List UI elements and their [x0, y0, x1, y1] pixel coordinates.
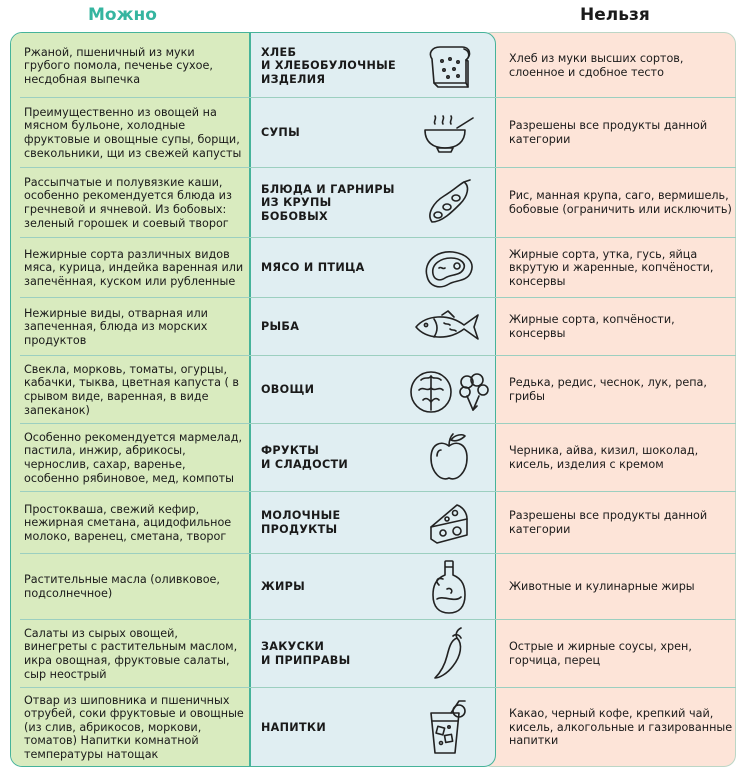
- allowed-foods-text: Рассыпчатые и полувязкие каши, особенно рекомендуется блюда из гречневой и ячневой. Из бобовых: зеленый горошек и соевый творог: [24, 175, 232, 230]
- allowed-foods-text: Простокваша, свежий кефир, нежирная сметана, ацидофильное молоко, варенец, сметана, творог: [24, 502, 232, 543]
- category-label: РЫБА: [261, 320, 300, 334]
- table-row: [10, 424, 736, 492]
- category-label: ЖИРЫ: [261, 580, 306, 594]
- steak-icon: [404, 238, 494, 298]
- header-cannot: Нельзя: [580, 5, 650, 25]
- table-row: [10, 168, 736, 238]
- category-label: ХЛЕБ И ХЛЕБОБУЛОЧНЫЕ ИЗДЕЛИЯ: [261, 45, 396, 86]
- allowed-foods-text: Растительные масла (оливковое, подсолнечное): [24, 573, 220, 600]
- table-row: [10, 298, 736, 356]
- table-row: [10, 34, 736, 98]
- forbidden-foods-text: Рис, манная крупа, саго, вермишель, бобовые (ограничить или исключить): [509, 189, 732, 216]
- category-label: МОЛОЧНЫЕ ПРОДУКТЫ: [261, 509, 341, 536]
- category-label: НАПИТКИ: [261, 720, 326, 734]
- forbidden-foods-text: Какао, черный кофе, крепкий чай, кисель, алкогольные и газированные напитки: [509, 707, 733, 748]
- category-label: ФРУКТЫ И СЛАДОСТИ: [261, 444, 349, 471]
- table-row: [10, 620, 736, 688]
- vegetables-icon: [404, 356, 494, 424]
- allowed-foods-text: Особенно рекомендуется мармелад, пастила, инжир, абрикосы, чернослив, сахар, варенье, особенно рябиновое, мед, компоты: [24, 430, 243, 485]
- table-row: [10, 238, 736, 298]
- table-row: [10, 492, 736, 554]
- table-row: [10, 688, 736, 767]
- category-label: СУПЫ: [261, 126, 300, 140]
- allowed-foods-text: Ржаной, пшеничный из муки грубого помола, печенье сухое, несдобная выпечка: [24, 45, 213, 86]
- table-row: [10, 98, 736, 168]
- forbidden-foods-text: Животные и кулинарные жиры: [509, 580, 695, 594]
- forbidden-foods-text: Разрешены все продукты данной категории: [509, 509, 708, 536]
- table-row: [10, 554, 736, 620]
- allowed-foods-text: Салаты из сырых овощей, винегреты с растительным маслом, икра овощная, фруктовые салаты, сыр неострый: [24, 626, 238, 681]
- forbidden-foods-text: Разрешены все продукты данной категории: [509, 119, 708, 146]
- bean-pod-icon: [404, 168, 494, 238]
- soup-bowl-icon: [404, 98, 494, 168]
- forbidden-foods-text: Черника, айва, кизил, шоколад, кисель, изделия с кремом: [509, 444, 699, 471]
- category-label: ОВОЩИ: [261, 383, 315, 397]
- oil-bottle-icon: [404, 554, 494, 620]
- forbidden-foods-text: Хлеб из муки высших сортов, слоенное и сдобное тесто: [509, 52, 684, 79]
- cheese-icon: [404, 492, 494, 554]
- allowed-foods-text: Нежирные сорта различных видов мяса, курица, индейка варенная или запечённая, куском или рубленные: [24, 247, 244, 288]
- chili-pepper-icon: [404, 620, 494, 688]
- fish-icon: [404, 298, 494, 356]
- allowed-foods-text: Свекла, морковь, томаты, огурцы, кабачки, тыква, цветная капуста ( в срывом виде, варенная, в виде запеканок): [24, 362, 239, 417]
- bread-icon: [404, 34, 494, 98]
- forbidden-foods-text: Жирные сорта, копчёности, консервы: [509, 313, 675, 340]
- category-label: БЛЮДА И ГАРНИРЫ ИЗ КРУПЫ БОБОВЫХ: [261, 182, 395, 223]
- forbidden-foods-text: Жирные сорта, утка, гусь, яйца вкрутую и жаренные, копчёности, консервы: [509, 247, 714, 288]
- allowed-foods-text: Отвар из шиповника и пшеничных отрубей, соки фруктовые и овощные (из слив, абрикосов, моркови, томатов) Напитки комнатной температуры натощак: [24, 693, 244, 761]
- header-can: Можно: [88, 5, 157, 25]
- forbidden-foods-text: Острые и жирные соусы, хрен, горчица, перец: [509, 640, 692, 667]
- allowed-foods-text: Нежирные виды, отварная или запеченная, блюда из морских продуктов: [24, 306, 208, 347]
- allowed-foods-text: Преимущественно из овощей на мясном бульоне, холодные фруктовые и овощные супы, борщи, свекольники, щи из свежей капусты: [24, 105, 242, 160]
- category-label: МЯСО И ПТИЦА: [261, 261, 365, 275]
- forbidden-foods-text: Редька, редис, чеснок, лук, репа, грибы: [509, 376, 707, 403]
- category-label: ЗАКУСКИ И ПРИПРАВЫ: [261, 640, 351, 667]
- drink-glass-icon: [404, 688, 494, 767]
- apple-icon: [404, 424, 494, 492]
- table-row: [10, 356, 736, 424]
